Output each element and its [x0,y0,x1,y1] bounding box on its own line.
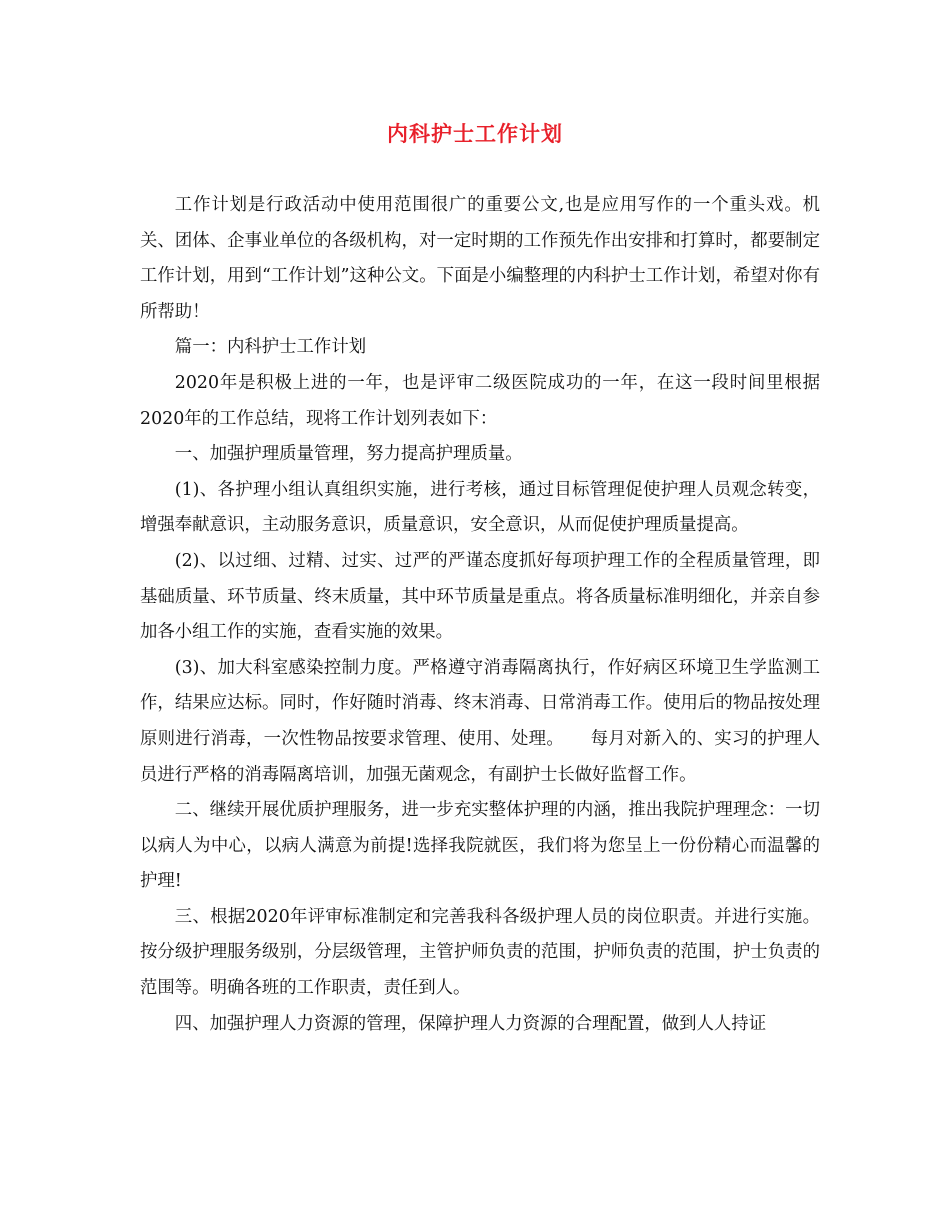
document-body [140,188,820,1042]
paragraph-item-3: 三、根据2020年评审标准制定和完善我科各级护理人员的岗位职责。并进行实施。按分级护理服务级别，分层级管理，主管护师负责的范围，护师负责的范围，护士负责的范围等。明确各班的工作职责，责任到人。 [140,906,820,999]
paragraph-item-1: 一、加强护理质量管理，努力提高护理质量。 [174,444,523,465]
paragraph-intro: 工作计划是行政活动中使用范围很广的重要公文,也是应用写作的一个重头戏。机关、团体、企事业单位的各级机构，对一定时期的工作预先作出安排和打算时，都要制定工作计划，用到“工作计划”这种公文。下面是小编整理的内科护士工作计划，希望对你有所帮助！ [140,195,820,322]
paragraph-item-4: 四、加强护理人力资源的管理，保障护理人力资源的合理配置，做到人人持证 [174,1013,767,1034]
document-title: 内科护士工作计划 [387,121,563,146]
paragraph-item-1-2: (2)、以过细、过精、过实、过严的严谨态度抓好每项护理工作的全程质量管理，即基础质量、环节质量、终末质量，其中环节质量是重点。将各质量标准明细化，并亲自参加各小组工作的实施，查看实施的效果。 [140,550,820,643]
paragraph-year-summary: 2020年是积极上进的一年，也是评审二级医院成功的一年，在这一段时间里根据2020年的工作总结，现将工作计划列表如下： [140,372,820,429]
paragraph-item-2: 二、继续开展优质护理服务，进一步充实整体护理的内涵，推出我院护理理念：一切以病人为中心，以病人满意为前提!选择我院就医，我们将为您呈上一份份精心而温馨的护理! [140,800,820,892]
paragraph-item-1-3: (3)、加大科室感染控制力度。严格遵守消毒隔离执行，作好病区环境卫生学监测工作，结果应达标。同时，作好随时消毒、终末消毒、日常消毒工作。使用后的物品按处理原则进行消毒，一次性物品按要求管理、使用、处理。 每月对新入的、实习的护理人员进行严格的消毒隔离培训，加强无菌观念，有副护士长做好监督工作。 [140,657,820,785]
paragraph-section-heading: 篇一：内科护士工作计划 [174,337,367,358]
paragraph-item-1-1: (1)、各护理小组认真组织实施，进行考核，通过目标管理促使护理人员观念转变，增强奉献意识，主动服务意识，质量意识，安全意识，从而促使护理质量提高。 [140,479,820,536]
